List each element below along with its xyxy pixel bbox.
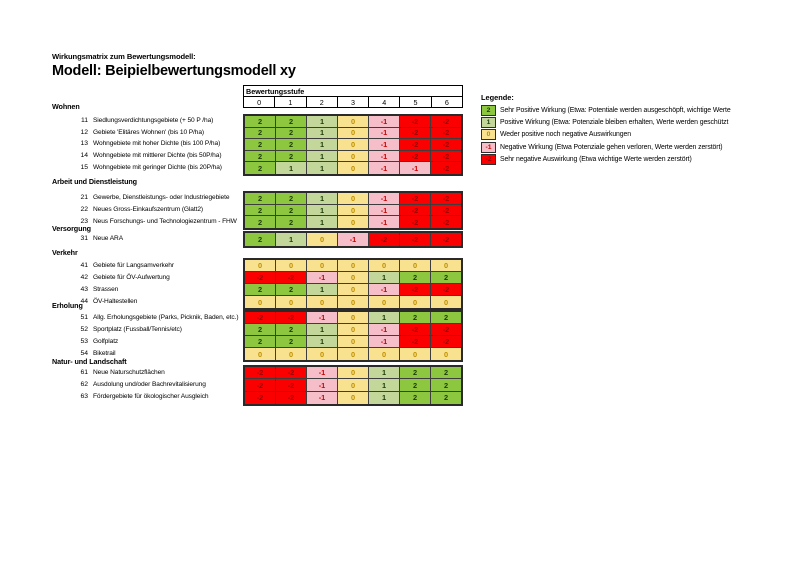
matrix-block	[243, 365, 463, 406]
row-label: Allg. Erholungsgebiete (Parks, Picknik, Baden, etc.)	[93, 313, 239, 321]
matrix-cell: -2	[400, 233, 431, 246]
row-label: Gebiete 'Elitäres Wohnen' (bis 10 P/ha)	[93, 128, 205, 136]
matrix-cell: 0	[307, 233, 338, 246]
matrix-cell: 1	[369, 367, 400, 378]
legend-text: Weder positive noch negative Auswirkungen	[500, 131, 631, 139]
rating-scale	[243, 85, 463, 108]
row-label-line	[52, 127, 243, 139]
row-label: Gewerbe, Dienstleistungs- oder Industriegebiete	[93, 194, 230, 202]
row-number: 14	[80, 152, 88, 160]
legend-swatch: -2	[481, 154, 496, 165]
legend-swatch: 1	[481, 117, 496, 128]
matrix-cell: -1	[369, 284, 400, 295]
matrix-cell: 2	[276, 205, 307, 216]
matrix-row	[245, 312, 461, 324]
rating-scale-cell: 1	[275, 97, 306, 107]
legend-item	[481, 104, 731, 116]
matrix-cell: -2	[431, 233, 461, 246]
matrix-cell: 0	[431, 260, 461, 271]
matrix-cell: -2	[245, 367, 276, 378]
matrix-cell: 0	[276, 296, 307, 308]
matrix-row	[245, 348, 461, 360]
matrix-row	[245, 284, 461, 296]
matrix-cell: 2	[400, 312, 431, 323]
matrix-cell: 1	[307, 162, 338, 174]
matrix-row	[245, 116, 461, 128]
matrix-cell: 0	[369, 348, 400, 360]
legend-title: Legende:	[481, 93, 514, 102]
row-label: Sportplatz (Fussball/Tennis/etc)	[93, 325, 182, 333]
matrix-cell: -2	[276, 379, 307, 390]
matrix-cell: -2	[245, 272, 276, 283]
matrix-cell: 2	[276, 216, 307, 228]
matrix-cell: 0	[338, 116, 369, 127]
matrix-cell: 2	[431, 379, 461, 390]
matrix-cell: -2	[400, 139, 431, 150]
matrix-cell: 2	[431, 392, 461, 404]
row-label-line	[52, 259, 243, 271]
legend-item	[481, 141, 731, 153]
matrix-cell: -2	[276, 392, 307, 404]
row-label: Gebiete für Langsamverkehr	[93, 261, 174, 269]
rating-scale-cell: 2	[307, 97, 338, 107]
row-labels	[52, 192, 243, 227]
matrix-cell: 1	[276, 233, 307, 246]
matrix-cell: -1	[369, 193, 400, 204]
matrix-row	[245, 139, 461, 151]
matrix-cell: 1	[307, 128, 338, 139]
page-title: Modell: Beipielbewertungsmodell xy	[52, 63, 296, 79]
row-labels	[52, 115, 243, 173]
legend	[481, 93, 731, 166]
row-number: 44	[80, 297, 88, 305]
matrix-cell: 0	[400, 296, 431, 308]
matrix-cell: 0	[338, 205, 369, 216]
rating-scale-cell: 5	[400, 97, 431, 107]
matrix-cell: -1	[307, 272, 338, 283]
row-label: Wohngebiete mit hoher Dichte (bis 100 P/ha)	[93, 140, 221, 148]
row-label-line	[52, 271, 243, 283]
row-label: Ausdolung und/oder Bachrevitalisierung	[93, 381, 206, 389]
rating-scale-cell: 6	[444, 98, 449, 107]
legend-swatch: 2	[481, 105, 496, 116]
matrix-cell: -2	[400, 324, 431, 335]
rating-scale-cell: 3	[338, 97, 369, 107]
matrix-cell: -1	[369, 151, 400, 162]
matrix-block	[243, 231, 463, 248]
matrix-cell: -1	[307, 312, 338, 323]
matrix-cell: 1	[369, 392, 400, 404]
row-labels	[52, 366, 243, 403]
matrix-cell: -1	[369, 139, 400, 150]
matrix-row	[245, 260, 461, 272]
legend-swatch: -1	[481, 142, 496, 153]
matrix-row	[245, 336, 461, 348]
matrix-cell: 2	[245, 128, 276, 139]
matrix-cell: -2	[431, 151, 461, 162]
legend-item	[481, 154, 731, 166]
matrix-row	[245, 216, 461, 228]
row-label: Neus Forschungs- und Technologiezentrum - FHW	[93, 217, 237, 225]
row-label: Neue ARA	[93, 235, 123, 242]
matrix-row	[245, 272, 461, 284]
matrix-cell: 0	[338, 151, 369, 162]
section-header: Erholung	[52, 301, 83, 310]
row-label-line	[52, 115, 243, 127]
row-label: Biketrail	[93, 349, 116, 357]
row-number: 42	[80, 273, 88, 281]
matrix-cell: -1	[307, 392, 338, 404]
matrix-block	[243, 310, 463, 362]
matrix-cell: -2	[400, 193, 431, 204]
row-number: 43	[80, 285, 88, 293]
matrix-cell: -1	[307, 367, 338, 378]
matrix-cell: 0	[400, 348, 431, 360]
row-number: 54	[80, 349, 88, 357]
rating-scale-cell: 0	[244, 97, 275, 107]
row-label: Neue Naturschutzflächen	[93, 368, 165, 376]
legend-item	[481, 129, 731, 141]
matrix-cell: 0	[338, 348, 369, 360]
matrix-cell: -2	[276, 367, 307, 378]
matrix-cell: 0	[338, 272, 369, 283]
matrix-cell: -1	[369, 216, 400, 228]
matrix-cell: 2	[276, 116, 307, 127]
matrix-cell: 0	[307, 348, 338, 360]
row-label: ÖV-Haltestellen	[93, 297, 138, 305]
row-number: 61	[80, 368, 88, 376]
matrix-cell: -2	[431, 216, 461, 228]
row-labels	[52, 311, 243, 359]
matrix-block	[243, 191, 463, 230]
row-label-line	[52, 161, 243, 173]
matrix-cell: 1	[307, 324, 338, 335]
legend-text: Positive Wirkung (Etwa: Potenziale bleiben erhalten, Werte werden geschützt	[500, 119, 729, 127]
matrix-cell: 0	[369, 260, 400, 271]
matrix-block	[243, 114, 463, 176]
row-label-line	[52, 311, 243, 323]
matrix-cell: 2	[245, 336, 276, 347]
matrix-cell: -2	[245, 379, 276, 390]
row-number: 11	[80, 117, 88, 125]
matrix-cell: 2	[276, 284, 307, 295]
matrix-cell: -2	[245, 312, 276, 323]
legend-item	[481, 116, 731, 128]
matrix-cell: 0	[307, 260, 338, 271]
matrix-cell: -2	[400, 284, 431, 295]
row-label-line	[52, 283, 243, 295]
matrix-cell: 2	[276, 151, 307, 162]
matrix-row	[245, 205, 461, 217]
legend-swatch: 0	[481, 129, 496, 140]
matrix-row	[245, 151, 461, 163]
matrix-cell: 2	[245, 162, 276, 174]
matrix-cell: -1	[369, 162, 400, 174]
row-number: 23	[80, 217, 88, 225]
row-labels	[52, 259, 243, 307]
section-header: Versorgung	[52, 224, 91, 233]
matrix-cell: 2	[245, 284, 276, 295]
matrix-cell: 2	[276, 128, 307, 139]
row-label: Golfplatz	[93, 337, 119, 345]
matrix-cell: 0	[338, 324, 369, 335]
matrix-cell: 0	[400, 260, 431, 271]
matrix-cell: 2	[276, 193, 307, 204]
matrix-cell: 2	[431, 367, 461, 378]
row-number: 62	[80, 381, 88, 389]
row-number: 31	[80, 235, 88, 242]
matrix-cell: -2	[369, 233, 400, 246]
matrix-cell: -2	[400, 151, 431, 162]
row-number: 41	[80, 261, 88, 269]
row-label: Wohngebiete mit mittlerer Dichte (bis 50P/ha)	[93, 152, 222, 160]
matrix-cell: -2	[400, 205, 431, 216]
matrix-cell: 1	[307, 116, 338, 127]
matrix-row	[245, 367, 461, 379]
matrix-cell: -2	[400, 128, 431, 139]
matrix-block	[243, 258, 463, 310]
row-label: Gebiete für ÖV-Aufwertung	[93, 273, 170, 281]
matrix-cell: -2	[276, 312, 307, 323]
matrix-row	[245, 233, 461, 246]
legend-text: Sehr Positive Wirkung (Etwa: Potentiale werden ausgeschöpft, wichtige Werte	[500, 106, 731, 114]
matrix-cell: -2	[431, 324, 461, 335]
matrix-cell: 0	[431, 348, 461, 360]
row-number: 15	[80, 163, 88, 171]
matrix-cell: 0	[245, 348, 276, 360]
row-number: 22	[80, 206, 88, 214]
matrix-cell: 1	[307, 139, 338, 150]
legend-text: Sehr negative Auswirkung (Etwa wichtige Werte werden zerstört)	[500, 156, 692, 164]
row-label: Neues Gross-Einkaufszentrum (Glatt2)	[93, 206, 203, 214]
row-number: 51	[80, 313, 88, 321]
matrix-cell: 2	[400, 272, 431, 283]
matrix-cell: 2	[400, 367, 431, 378]
matrix-cell: -1	[369, 128, 400, 139]
row-label-line	[52, 335, 243, 347]
matrix-row	[245, 193, 461, 205]
matrix-cell: 0	[369, 296, 400, 308]
matrix-cell: 0	[338, 312, 369, 323]
rating-scale-columns	[243, 96, 463, 108]
matrix-row	[245, 324, 461, 336]
matrix-cell: 0	[338, 367, 369, 378]
matrix-cell: 0	[307, 296, 338, 308]
matrix-cell: -2	[276, 272, 307, 283]
matrix-row	[245, 128, 461, 140]
matrix-cell: 1	[369, 312, 400, 323]
matrix-cell: 2	[245, 324, 276, 335]
matrix-cell: -2	[431, 162, 461, 174]
matrix-cell: 0	[338, 193, 369, 204]
matrix-row	[245, 296, 461, 308]
matrix-cell: -1	[369, 336, 400, 347]
matrix-cell: 1	[307, 205, 338, 216]
matrix-row	[245, 162, 461, 174]
matrix-cell: -1	[369, 324, 400, 335]
row-label: Siedlungsverdichtungsgebiete (+ 50 P /ha)	[93, 117, 214, 125]
matrix-cell: 1	[369, 379, 400, 390]
matrix-cell: 2	[276, 336, 307, 347]
matrix-cell: 1	[276, 162, 307, 174]
matrix-cell: 0	[245, 260, 276, 271]
row-label-line	[52, 391, 243, 403]
row-label-line	[52, 323, 243, 335]
section-header: Verkehr	[52, 248, 78, 257]
matrix-cell: 1	[369, 272, 400, 283]
matrix-cell: -2	[431, 116, 461, 127]
matrix-cell: 1	[307, 284, 338, 295]
matrix-cell: -1	[369, 205, 400, 216]
matrix-cell: -2	[400, 336, 431, 347]
matrix-cell: 1	[307, 216, 338, 228]
section-header: Wohnen	[52, 102, 80, 111]
matrix-cell: -1	[400, 162, 431, 174]
row-label-line	[52, 366, 243, 378]
row-number: 63	[80, 393, 88, 401]
matrix-cell: 2	[276, 324, 307, 335]
legend-items	[481, 104, 731, 166]
matrix-cell: 2	[431, 312, 461, 323]
row-label-line	[52, 192, 243, 204]
row-label-line	[52, 150, 243, 162]
matrix-cell: 2	[245, 151, 276, 162]
matrix-cell: 0	[338, 162, 369, 174]
matrix-cell: 0	[338, 296, 369, 308]
row-number: 12	[80, 128, 88, 136]
section-header: Arbeit und Dienstleistung	[52, 177, 137, 186]
matrix-cell: 1	[307, 193, 338, 204]
matrix-cell: -1	[369, 116, 400, 127]
row-labels	[52, 232, 243, 245]
matrix-cell: -2	[400, 216, 431, 228]
matrix-cell: 2	[400, 392, 431, 404]
row-number: 53	[80, 337, 88, 345]
matrix-cell: -2	[245, 392, 276, 404]
row-label: Strassen	[93, 285, 119, 293]
row-label-line	[52, 204, 243, 216]
matrix-cell: 0	[338, 260, 369, 271]
row-label-line	[52, 232, 243, 245]
rating-scale-cell: 4	[369, 97, 400, 107]
section-header: Natur- und Landschaft	[52, 357, 127, 366]
row-label-line	[52, 378, 243, 390]
matrix-cell: 1	[307, 151, 338, 162]
matrix-cell: -2	[431, 139, 461, 150]
matrix-cell: 0	[245, 296, 276, 308]
row-label-line	[52, 138, 243, 150]
matrix-cell: -1	[307, 379, 338, 390]
matrix-cell: 0	[431, 296, 461, 308]
matrix-cell: 0	[338, 216, 369, 228]
matrix-cell: -2	[431, 336, 461, 347]
matrix-cell: 2	[276, 139, 307, 150]
row-label: Fördergebiete für ökologischer Ausgleich	[93, 393, 209, 401]
matrix-cell: 0	[338, 379, 369, 390]
matrix-cell: 2	[245, 139, 276, 150]
row-label: Wohngebiete mit geringer Dichte (bis 20P/ha)	[93, 163, 222, 171]
matrix-cell: -2	[431, 205, 461, 216]
rating-scale-title: Bewertungsstufe	[243, 85, 463, 96]
row-number: 13	[80, 140, 88, 148]
matrix-row	[245, 379, 461, 391]
matrix-cell: 2	[245, 193, 276, 204]
matrix-cell: -2	[431, 284, 461, 295]
matrix-cell: 2	[400, 379, 431, 390]
matrix-cell: 0	[338, 284, 369, 295]
matrix-cell: 0	[276, 348, 307, 360]
page-subtitle: Wirkungsmatrix zum Bewertungsmodell:	[52, 52, 196, 61]
legend-text: Negative Wirkung (Etwa Potenziale gehen verloren, Werte werden zerstört)	[500, 143, 723, 151]
matrix-cell: -2	[400, 116, 431, 127]
matrix-cell: 0	[338, 128, 369, 139]
matrix-cell: 1	[307, 336, 338, 347]
matrix-cell: 2	[245, 116, 276, 127]
matrix-cell: 0	[338, 392, 369, 404]
matrix-cell: 0	[338, 139, 369, 150]
row-number: 52	[80, 325, 88, 333]
matrix-cell: 2	[245, 216, 276, 228]
matrix-cell: 2	[431, 272, 461, 283]
matrix-cell: 2	[245, 205, 276, 216]
matrix-cell: -1	[338, 233, 369, 246]
matrix-cell: 0	[276, 260, 307, 271]
row-number: 21	[80, 194, 88, 202]
matrix-cell: 0	[338, 336, 369, 347]
matrix-cell: 2	[245, 233, 276, 246]
matrix-row	[245, 392, 461, 404]
matrix-cell: -2	[431, 193, 461, 204]
matrix-cell: -2	[431, 128, 461, 139]
